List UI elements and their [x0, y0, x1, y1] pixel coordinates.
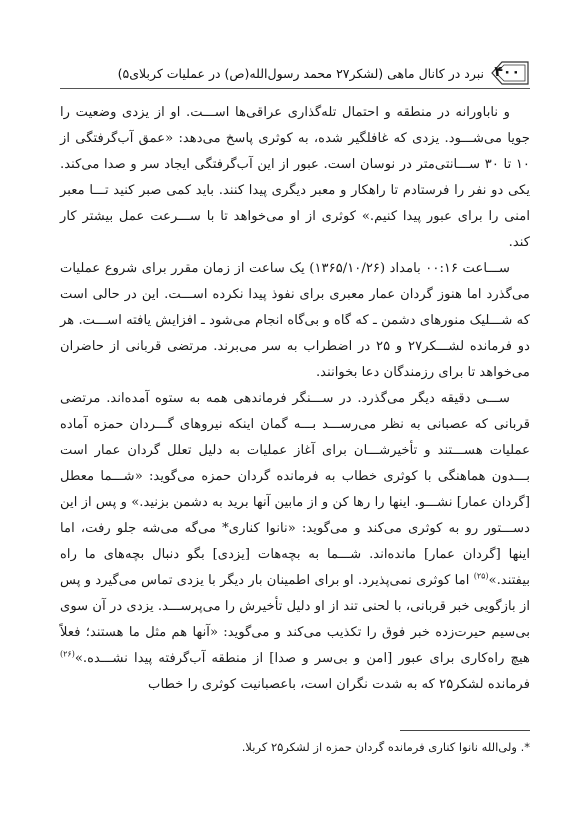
- running-title: نبرد در کانال ماهی (لشکر۲۷ محمد رسول‌الله(ص) در عملیات کربلای۵): [117, 65, 484, 81]
- paragraph-2: ســـاعت ۰۰:۱۶ بامداد (۱۳۶۵/۱۰/۲۶) یک ساعت از زمان مقرر برای شروع عملیات می‌گذرد اما هنوز گردان عمار معبری برای نفوذ پیدا نکرده اســـت. این در حالی است که شـــلیک منورهای دشمن ـ که گاه و بی‌گاه انجام می‌شود ـ افزایش یافته اســـت. هر دو فرمانده لشـــکر۲۷ و ۲۵ در اضطراب به سر می‌برند. مرتضی قربانی از حاضران می‌خواهد تا برای رزمندگان دعا بخوانند.: [60, 261, 530, 380]
- paragraph-3-text: ســـی دقیقه دیگر می‌گذرد. در ســـنگر فرماندهی همه به ستوه آمده‌اند. مرتضی قربانی که عصبانی به نظر می‌رســـد بـــه گمان اینکه نیروهای گـــردان حمزه آماده عملیات هســـتند و تأخیرشـــان برای آغاز عملیات به دلیل تعلل گردان عمار است بـــدون هماهنگی با کوثری خطاب به فرمانده گردان حمزه می‌گوید: «شـــما معطل [گردان عمار] نشـــو. اینها را رها کن و از مابین آنها برید به دشمن بزنید.» و پس از این دســـتور رو به کوثری می‌کند و می‌گوید: «نانوا کناری* می‌گه می‌شه جلو رفت، اما اینها [گردان عمار] مانده‌اند. شـــما به بچه‌هات [یزدی] بگو دنبال بچه‌های ما راه بیفتند.»: [60, 391, 530, 588]
- footnote: *. ولی‌الله نانوا کناری فرمانده گردان حمزه از لشکر۲۵ کربلا.: [241, 740, 530, 754]
- paragraph-3-tail: اما کوثری نمی‌پذیرد. او برای اطمینان بار دیگر با یزدی تماس می‌گیرد و پس از بازگویی خبر قربانی، با لحنی تند از او دلیل تأخیرش را می‌پرســـد. یزدی در آن سوی بی‌سیم حیرت‌زده خبر فوق را تکذیب می‌کند و می‌گوید: «آنها هم مثل ما هستند؛ فعلاً هیچ راه‌کاری برای عبور [امن و بی‌سر و صدا] از منطقه آب‌گرفته پیدا نشـــده.»: [60, 573, 530, 666]
- paragraph-3: [60, 386, 530, 698]
- footnote-ref-25: (۲۵): [473, 571, 489, 581]
- footnote-ref-26: (۲۶): [60, 649, 75, 659]
- page-number-badge: [490, 61, 530, 85]
- header-divider: [60, 88, 530, 89]
- page-header: [60, 60, 530, 86]
- footnote-divider: [400, 730, 530, 731]
- paragraph-3-end: فرمانده لشکر۲۵ که به شدت نگران است، باعصبانیت کوثری را خطاب: [148, 677, 530, 692]
- page-number: ۴۰۰: [494, 64, 520, 80]
- paragraph-1: و ناباورانه در منطقه و احتمال تله‌گذاری عراقی‌ها اســـت. او از یزدی وضعیت را جویا می‌شـــود. یزدی که غافلگیر شده، به کوثری پاسخ می‌دهد: «عمق آب‌گرفتگی از ۱۰ تا ۳۰ ســـانتی‌متر در نوسان است. عبور از این آب‌گرفتگی ایجاد سر و صدا می‌کند. یکی دو نفر را فرستادم تا راهکار و معبر دیگری پیدا کنند. باید کمی صبر کنید تـــا معبر امنی را برای عبور پیدا کنیم.» کوثری از او می‌خواهد تا با ســـرعت عمل بیشتر کار کند.: [60, 105, 530, 250]
- body-text: [60, 100, 530, 698]
